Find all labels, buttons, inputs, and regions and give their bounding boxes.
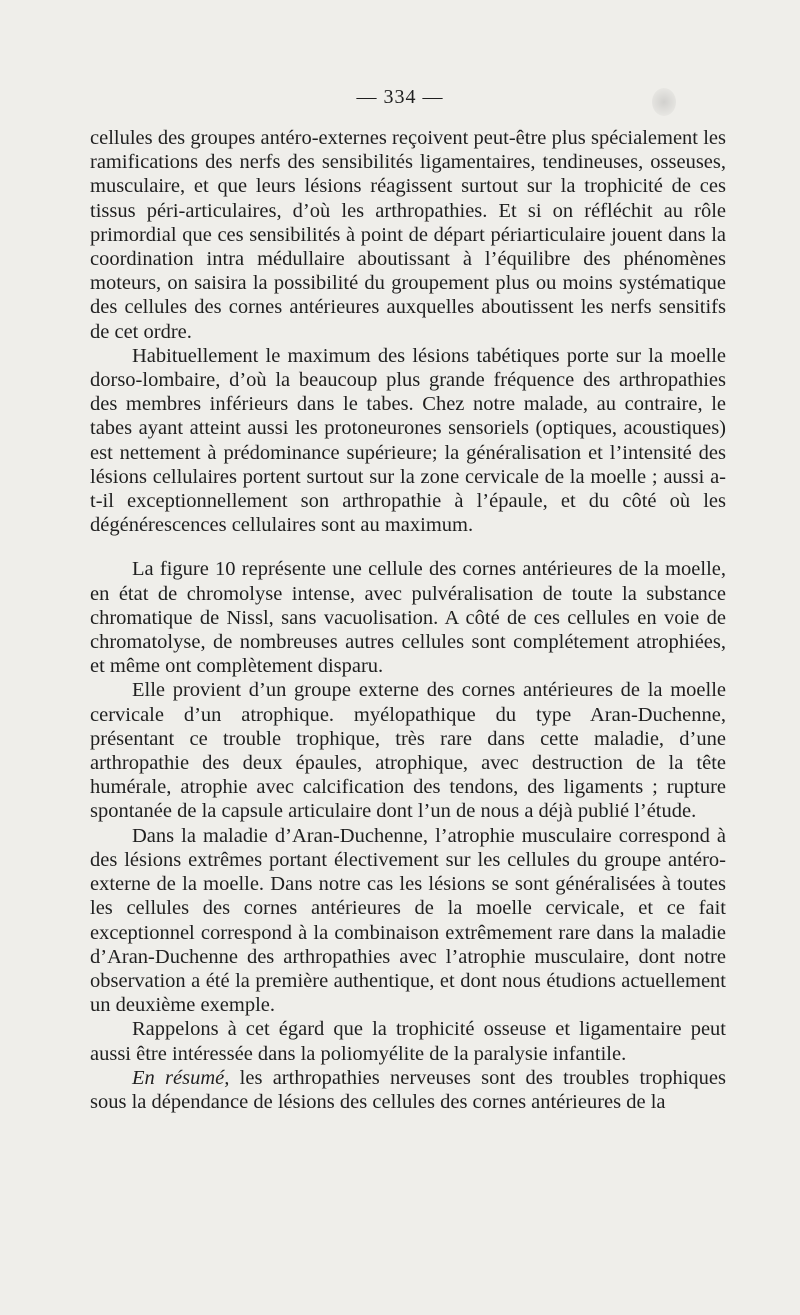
- page-number: — 334 —: [356, 86, 444, 108]
- paragraph: Rappelons à cet égard que la trophicité osseuse et ligamentaire peut aussi être intéressée dans la poliomyélite de la paralysie infantile.: [90, 1018, 726, 1065]
- paragraph: Habituellement le maximum des lésions tabétiques porte sur la moelle dorso-lombaire, d’où la beaucoup plus grande fréquence des arthropathies des membres inférieurs dans le tabes. Chez notre malade, au contraire, le tabes ayant atteint aussi les protoneurones sensoriels (optiques, acoustiques) est nettement à prédominance supérieure; la généralisation et l’intensité des lésions cellulaires portent surtout sur la zone cervicale de la moelle ; aussi a-t-il exceptionnellement son arthropathie à l’épaule, et du côté où les dégénérescences cellulaires sont au maximum.: [90, 344, 726, 537]
- summary-lead: En résumé,: [132, 1066, 230, 1089]
- summary-text: les arthropathies nerveuses sont des troubles trophiques sous la dépendance de lésions des cellules des cornes antérieures de la: [90, 1066, 726, 1113]
- paragraph-continuation: cellules des groupes antéro-externes reçoivent peut-être plus spécialement les ramifications des nerfs des sensibilités ligamentaires, tendineuses, osseuses, musculaire, et que leurs lésions réagissent surtout sur la trophicité de ces tissus péri-articulaires, d’où les arthropathies. Et si on réfléchit au rôle primordial que ces sensibilités à point de départ périarticulaire jouent dans la coordination intra médullaire aboutissant à l’équilibre des phénomènes moteurs, on saisira la possibilité du groupement plus ou moins systématique des cellules des cornes antérieures auxquelles aboutissent les nerfs sensitifs de cet ordre.: [90, 127, 726, 343]
- paragraph-summary: [90, 1066, 726, 1114]
- paragraph: Dans la maladie d’Aran-Duchenne, l’atrophie musculaire correspond à des lésions extrêmes portant électivement sur les cellules du groupe antéro-externe de la moelle. Dans notre cas les lésions se sont généralisées à toutes les cellules des cornes antérieures de la moelle cervicale, et ce fait exceptionnel correspond à la combinaison extrêmement rare dans la maladie d’Aran-Duchenne des arthropathies avec l’atrophie musculaire, dont notre observation a été la première authentique, et dont nous étudions actuellement un deuxième exemple.: [90, 824, 726, 1017]
- paragraph-figure-description: La figure 10 représente une cellule des cornes antérieures de la moelle, en état de chromolyse intense, avec pulvéralisation de toute la substance chromatique de Nissl, sans vacuolisation. A côté de ces cellules en voie de chromatolyse, de nombreuses autres cellules sont complétement atrophiées, et même ont complètement disparu.: [90, 558, 726, 678]
- paragraph: Elle provient d’un groupe externe des cornes antérieures de la moelle cervicale d’un atrophique. myélopathique du type Aran-Duchenne, présentant ce trouble trophique, très rare dans cette maladie, d’une arthropathie des deux épaules, atrophique, avec destruction de la tête humérale, atrophie avec calcification des tendons, des ligaments ; rupture spontanée de la capsule articulaire dont l’un de nous a déjà publié l’étude.: [90, 679, 726, 823]
- body-text: [90, 126, 726, 1114]
